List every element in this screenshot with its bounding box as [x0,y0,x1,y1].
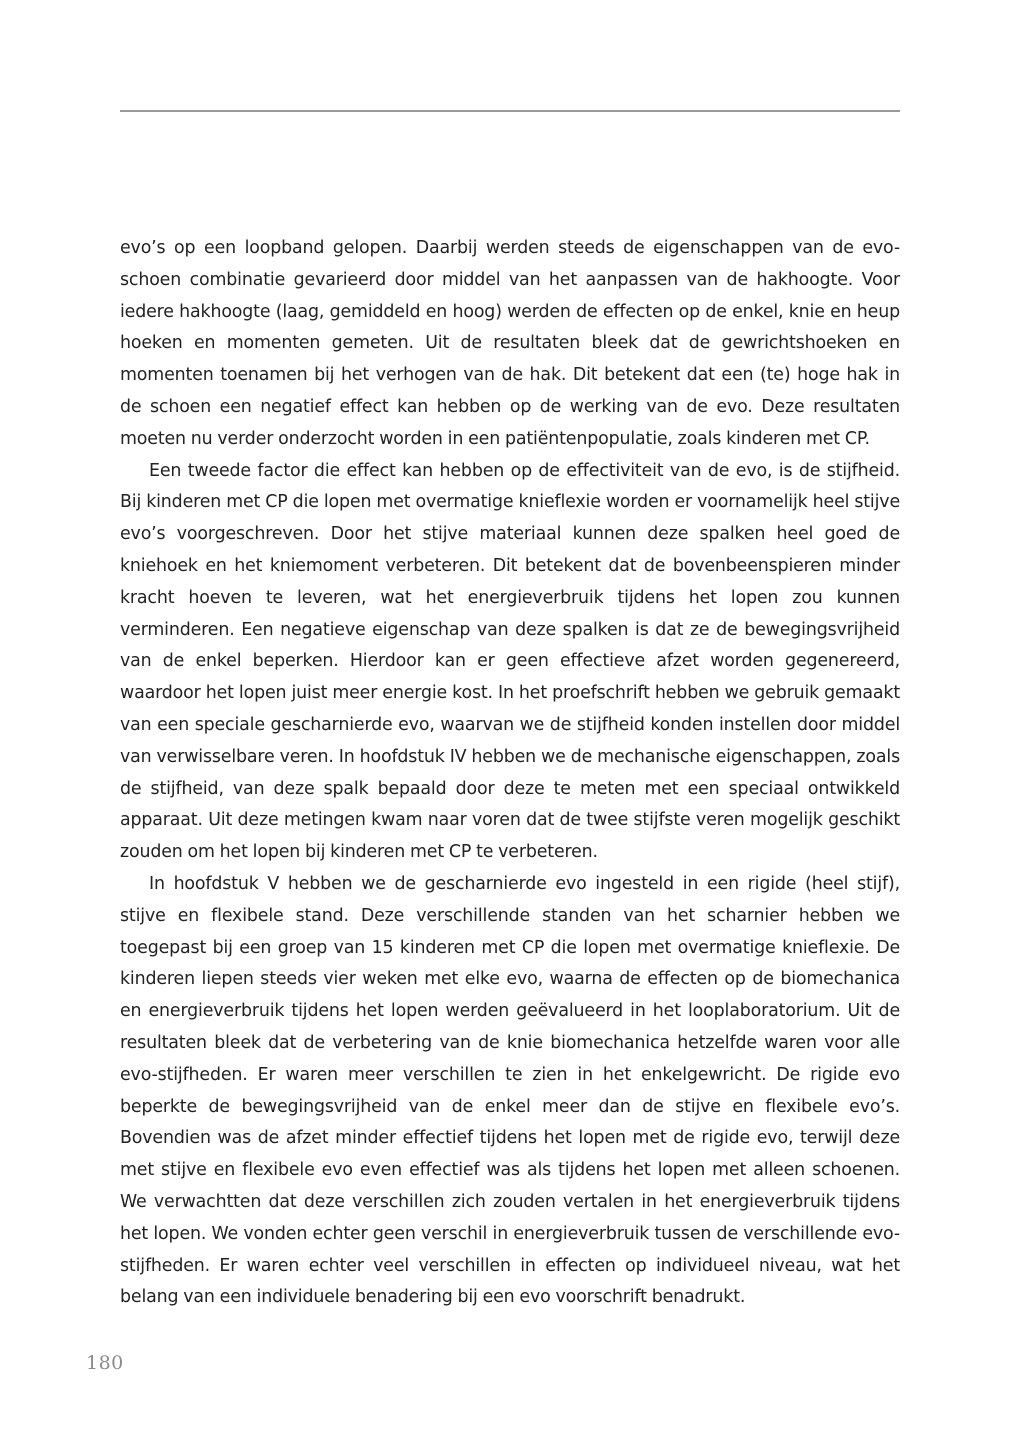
header-rule [120,110,900,112]
page-number: 180 [86,1352,124,1374]
body-text [120,233,900,1314]
paragraph-2: Een tweede factor die effect kan hebben op de effectiviteit van de evo, is de stijfheid. Bij kinderen met CP die lopen met overmatige knieflexie worden er voornamelijk heel stijve evo’s voorgeschreven. Door het stijve materiaal kunnen deze spalken heel goed de kniehoek en het kniemoment verbeteren. Dit betekent dat de bovenbeenspieren minder kracht hoeven te leveren, wat het energieverbruik tijdens het lopen zou kunnen verminderen. Een negatieve eigenschap van deze spalken is dat ze de bewegingsvrijheid van de enkel beperken. Hierdoor kan er geen effectieve afzet worden gegenereerd, waardoor het lopen juist meer energie kost. In het proefschrift hebben we gebruik gemaakt van een speciale gescharnierde evo, waarvan we de stijfheid konden instellen door middel van verwisselbare veren. In hoofdstuk IV hebben we de mechanische eigenschappen, zoals de stijfheid, van deze spalk bepaald door deze te meten met een speciaal ontwikkeld apparaat. Uit deze metingen kwam naar voren dat de twee stijfste veren mogelijk geschikt zouden om het lopen bij kinderen met CP te verbeteren. [120,460,900,863]
paragraph-1: evo’s op een loopband gelopen. Daarbij werden steeds de eigenschappen van de evo-schoen combinatie gevarieerd door middel van het aanpassen van de hakhoogte. Voor iedere hakhoogte (laag, gemiddeld en hoog) werden de effecten op de enkel, knie en heup hoeken en momenten gemeten. Uit de resultaten bleek dat de gewrichtshoeken en momenten toenamen bij het verhogen van de hak. Dit betekent dat een (te) hoge hak in de schoen een negatief effect kan hebben op de werking van de evo. Deze resultaten moeten nu verder onderzocht worden in een patiëntenpopulatie, zoals kinderen met CP. [120,238,900,449]
paragraph-3: In hoofdstuk V hebben we de gescharnierde evo ingesteld in een rigide (heel stijf), stijve en flexibele stand. Deze verschillende standen van het scharnier hebben we toegepast bij een groep van 15 kinderen met CP die lopen met overmatige knieflexie. De kinderen liepen steeds vier weken met elke evo, waarna de effecten op de biomechanica en energieverbruik tijdens het lopen werden geëvalueerd in het looplaboratorium. Uit de resultaten bleek dat de verbetering van de knie biomechanica hetzelfde waren voor alle evo-stijfheden. Er waren meer verschillen te zien in het enkelgewricht. De rigide evo beperkte de bewegingsvrijheid van de enkel meer dan de stijve en flexibele evo’s. Bovendien was de afzet minder effectief tijdens het lopen met de rigide evo, terwijl deze met stijve en flexibele evo even effectief was als tijdens het lopen met alleen schoenen. We verwachtten dat deze verschillen zich zouden vertalen in het energieverbruik tijdens het lopen. We vonden echter geen verschil in energieverbruik tussen de verschillende evo-stijfheden. Er waren echter veel verschillen in effecten op individueel niveau, wat het belang van een individuele benadering bij een evo voorschrift benadrukt. [120,873,900,1308]
